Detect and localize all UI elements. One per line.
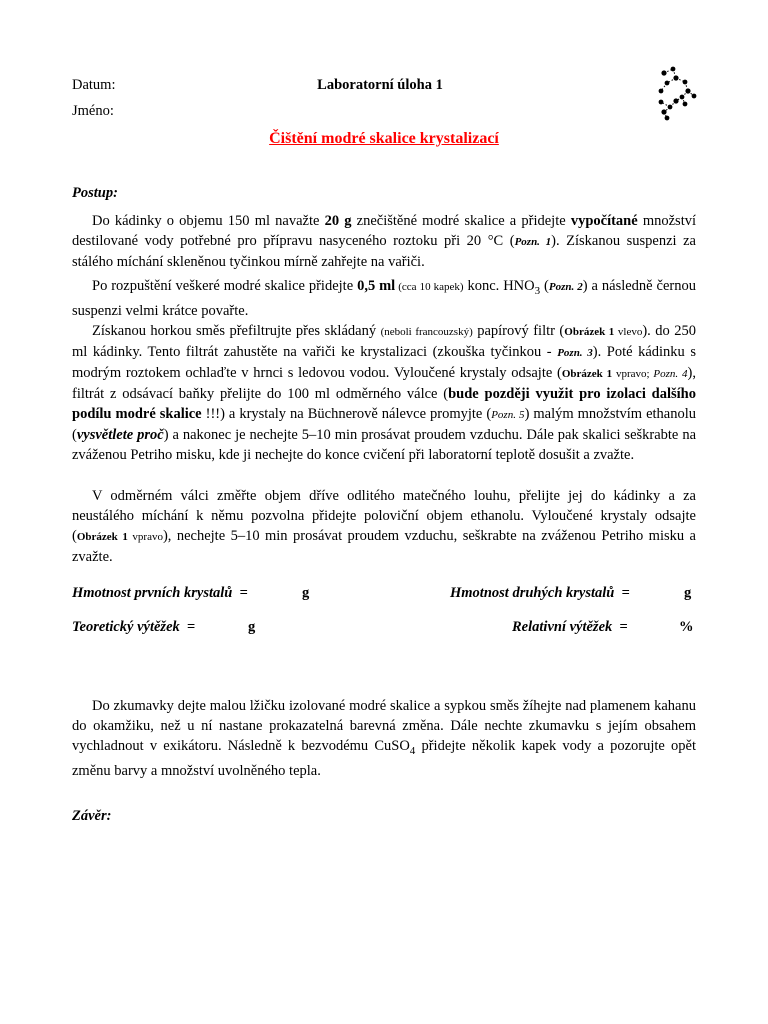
- paragraph-2: Po rozpuštění veškeré modré skalice přidejte 0,5 ml (cca 10 kapek) konc. $HNO_3$ (Pozn. 2) a následně černou suspenzi velmi krátce povařte.: [72, 278, 696, 319]
- conclusion-heading: Závěr:: [72, 808, 112, 824]
- paragraph-4: V odměrném válci změřte objem dříve odlitého matečného louhu, přelijte jej do kádinky a za neustálého míchání k němu pozvolna přidejte poloviční objem ethanolu. Vyloučené krystaly odsajte (Obrázek 1 vpravo), nechejte 5–10 min prosávat proudem vzduchu, seškrabte na zváženou Petriho misku a zvažte.: [72, 488, 696, 565]
- second-mass-unit: g: [684, 585, 692, 601]
- relative-yield-row: Relativní výtěžek =: [512, 619, 628, 635]
- paragraph-1: Do kádinky o objemu 150 ml navažte 20 g znečištěné modré skalice a přidejte vypočítané množství destilované vody potřebné pro přípravu nasyceného roztoku při 20 °C (Pozn. 1). Získanou suspenzi za stálého míchání skleněnou tyčinkou mírně zahřejte na vařiči.: [72, 213, 697, 270]
- theoretical-yield-row: Teoretický výtěžek =: [72, 619, 196, 635]
- second-mass-row: Hmotnost druhých krystalů =: [450, 585, 630, 601]
- postup-heading: Postup:: [72, 185, 118, 201]
- paragraph-3: Získanou horkou směs přefiltrujte přes skládaný (neboli francouzský) papírový filtr (Obrázek 1 vlevo). do 250 ml kádinky. Tento filtrát zahustěte na vařiči ke krystalizaci (zkouška tyčinkou - Pozn. 3). Poté kádinku s modrým roztokem ochlaďte v hrnci s ledovou vodou. Vyloučené krystaly odsajte (Obrázek 1 vpravo; Pozn. 4), filtrát z odsávací baňky přelijte do 100 ml odměrného válce (bude později využit pro izolaci dalšího podílu modré skalice !!!) a krystaly na Büchnerově nálevce promyjte (Pozn. 5) malým množstvím ethanolu (vysvětlete proč) a nakonec je nechejte 5–10 min prosávat proudem vzduchu. Dále pak skalici seškrabte na zváženou Petriho misku, kde ji nechejte do konce cvičení při laboratorní teplotě dosušit a zvažte.: [72, 323, 697, 463]
- task-title: Laboratorní úloha 1: [317, 77, 443, 93]
- name-label: Jméno:: [72, 103, 114, 119]
- date-label: Datum:: [72, 77, 116, 93]
- first-mass-unit: g: [302, 585, 310, 601]
- relative-yield-unit: %: [679, 619, 694, 635]
- experiment-paragraph: Do zkumavky dejte malou lžičku izolované modré skalice a sypkou směs žíhejte nad plamenem kahanu do okamžiku, než u ní nastane prokazatelná barevná změna. Dále nechte zkumavku s jejím obsahem vychladnout v exikátoru. Následně k bezvodému CuSO$_4$ přidejte několik kapek vody a pozorujte opět změnu barvy a množství uvolněného tepla.: [72, 698, 696, 779]
- theoretical-yield-unit: g: [248, 619, 256, 635]
- molecule-logo-icon: [652, 66, 700, 122]
- first-mass-row: Hmotnost prvních krystalů =: [72, 585, 248, 601]
- page-title: Čištění modré skalice krystalizací: [269, 130, 499, 147]
